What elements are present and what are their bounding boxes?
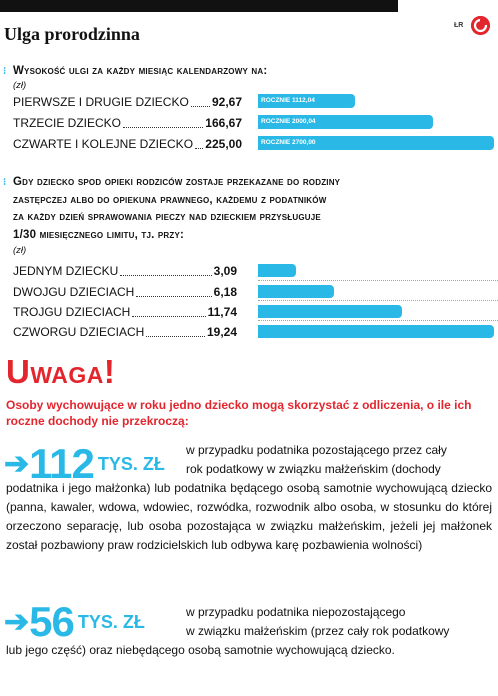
row-label: JEDNYM DZIECKU xyxy=(13,264,119,278)
text-line: w przypadku podatnika pozostającego przez cały xyxy=(186,443,447,457)
arrow-right-icon: ➔ xyxy=(4,605,30,639)
leader-dots xyxy=(132,308,205,317)
limit-number: 112 xyxy=(29,440,94,487)
section2-row xyxy=(13,283,237,301)
heading-line: Gdy dziecko spod opieki rodziców zostaje przekazane do rodziny xyxy=(13,176,341,188)
row-value: 3,09 xyxy=(213,264,237,278)
bullet-icon: ⁝ xyxy=(3,66,7,77)
row-label: CZWARTE I KOLEJNE DZIECKO xyxy=(13,137,194,151)
row-value: 19,24 xyxy=(206,325,237,339)
source-label: ŁR xyxy=(454,22,464,29)
grid-line xyxy=(258,320,498,321)
leader-dots xyxy=(136,288,211,297)
row-value: 166,67 xyxy=(205,116,242,130)
heading-line: zastępczej albo do opiekuna prawnego, każdemu z podatników xyxy=(13,193,327,206)
publisher-logo xyxy=(471,16,490,35)
limit2-amount xyxy=(4,598,145,646)
text-line: rok podatkowy w związku małżeńskim (dochody xyxy=(186,462,441,476)
row-value: 6,18 xyxy=(213,285,237,299)
section2-unit: (zł) xyxy=(13,245,27,256)
warning-text: Osoby wychowujące w roku jedno dziecko mogą skorzystać z odliczenia, o ile ich roczne dochody nie przekroczą: xyxy=(6,398,472,428)
leader-dots xyxy=(191,98,210,107)
row-label: PIERWSZE I DRUGIE DZIECKO xyxy=(13,95,189,109)
daily-bar xyxy=(258,305,402,318)
limit2-text-top xyxy=(186,603,492,641)
row-label: CZWORGU DZIECIACH xyxy=(13,325,145,339)
leader-dots xyxy=(120,267,211,276)
daily-bar xyxy=(258,264,296,277)
leader-dots xyxy=(123,119,203,128)
grid-line xyxy=(258,300,498,301)
row-label: TRZECIE DZIECKO xyxy=(13,116,122,130)
daily-bar xyxy=(258,285,334,298)
text-line: w związku małżeńskim (przez cały rok podatkowy xyxy=(186,624,450,638)
leader-dots xyxy=(146,328,205,337)
annual-bar-label: ROCZNIE 2000,04 xyxy=(261,118,316,125)
limit-number: 56 xyxy=(29,598,74,645)
arrow-right-icon: ➔ xyxy=(4,447,30,481)
page-title: Ulga prorodzinna xyxy=(4,24,140,44)
daily-bar xyxy=(258,325,494,338)
heading-line: 1/30 miesięcznego limitu, tj. przy: xyxy=(13,228,185,241)
row-label: TROJGU DZIECIACH xyxy=(13,305,131,319)
row-label: DWOJGU DZIECIACH xyxy=(13,285,135,299)
annual-bar-label: ROCZNIE 2700,00 xyxy=(261,139,316,146)
heading-line: za każdy dzień sprawowania pieczy nad dzieckiem przysługuje xyxy=(13,211,321,223)
bullet-icon: ⁝ xyxy=(3,177,7,188)
text-line: w przypadku podatnika niepozostającego xyxy=(186,605,406,619)
limit-currency: TYS. ZŁ xyxy=(77,611,145,632)
limit1-text-top xyxy=(186,441,492,479)
limit2-text: lub jego część) oraz niebędącego osobą samotnie wychowującą dziecko. xyxy=(6,643,395,657)
warning-title: Uwaga! xyxy=(6,353,116,390)
section2-row xyxy=(13,262,237,280)
section2-heading xyxy=(13,174,340,244)
logo-icon xyxy=(471,16,490,35)
section1-unit: (zł) xyxy=(13,80,27,91)
limit-currency: TYS. ZŁ xyxy=(97,453,165,474)
section2-row xyxy=(13,303,237,321)
annual-bar-label: ROCZNIE 1112,04 xyxy=(261,97,315,104)
section1-row xyxy=(13,93,242,111)
section2-row xyxy=(13,323,237,341)
limit1-text: podatnika i jego małżonka) lub podatnika będącego osobą samotnie wychowującą dziecko (panna, kawaler, wdowa, wdowiec, rozwódka, rozwodnik albo osoba, w stosunku do której orzeczono separację, lub osoba pozostająca w związku małżeńskim, jeżeli jej małżonek został pozbawiony praw rodzicielskich lub odbywa karę pozbawienia wolności) xyxy=(6,481,492,552)
row-value: 92,67 xyxy=(211,95,242,109)
section1-heading: Wysokość ulgi za każdy miesiąc kalendarzowy na: xyxy=(13,65,268,77)
top-rule xyxy=(0,0,398,12)
section1-row xyxy=(13,114,242,132)
section1-row xyxy=(13,135,242,153)
row-value: 225,00 xyxy=(205,137,242,151)
row-value: 11,74 xyxy=(207,305,237,319)
leader-dots xyxy=(195,140,203,149)
grid-line xyxy=(258,280,498,281)
